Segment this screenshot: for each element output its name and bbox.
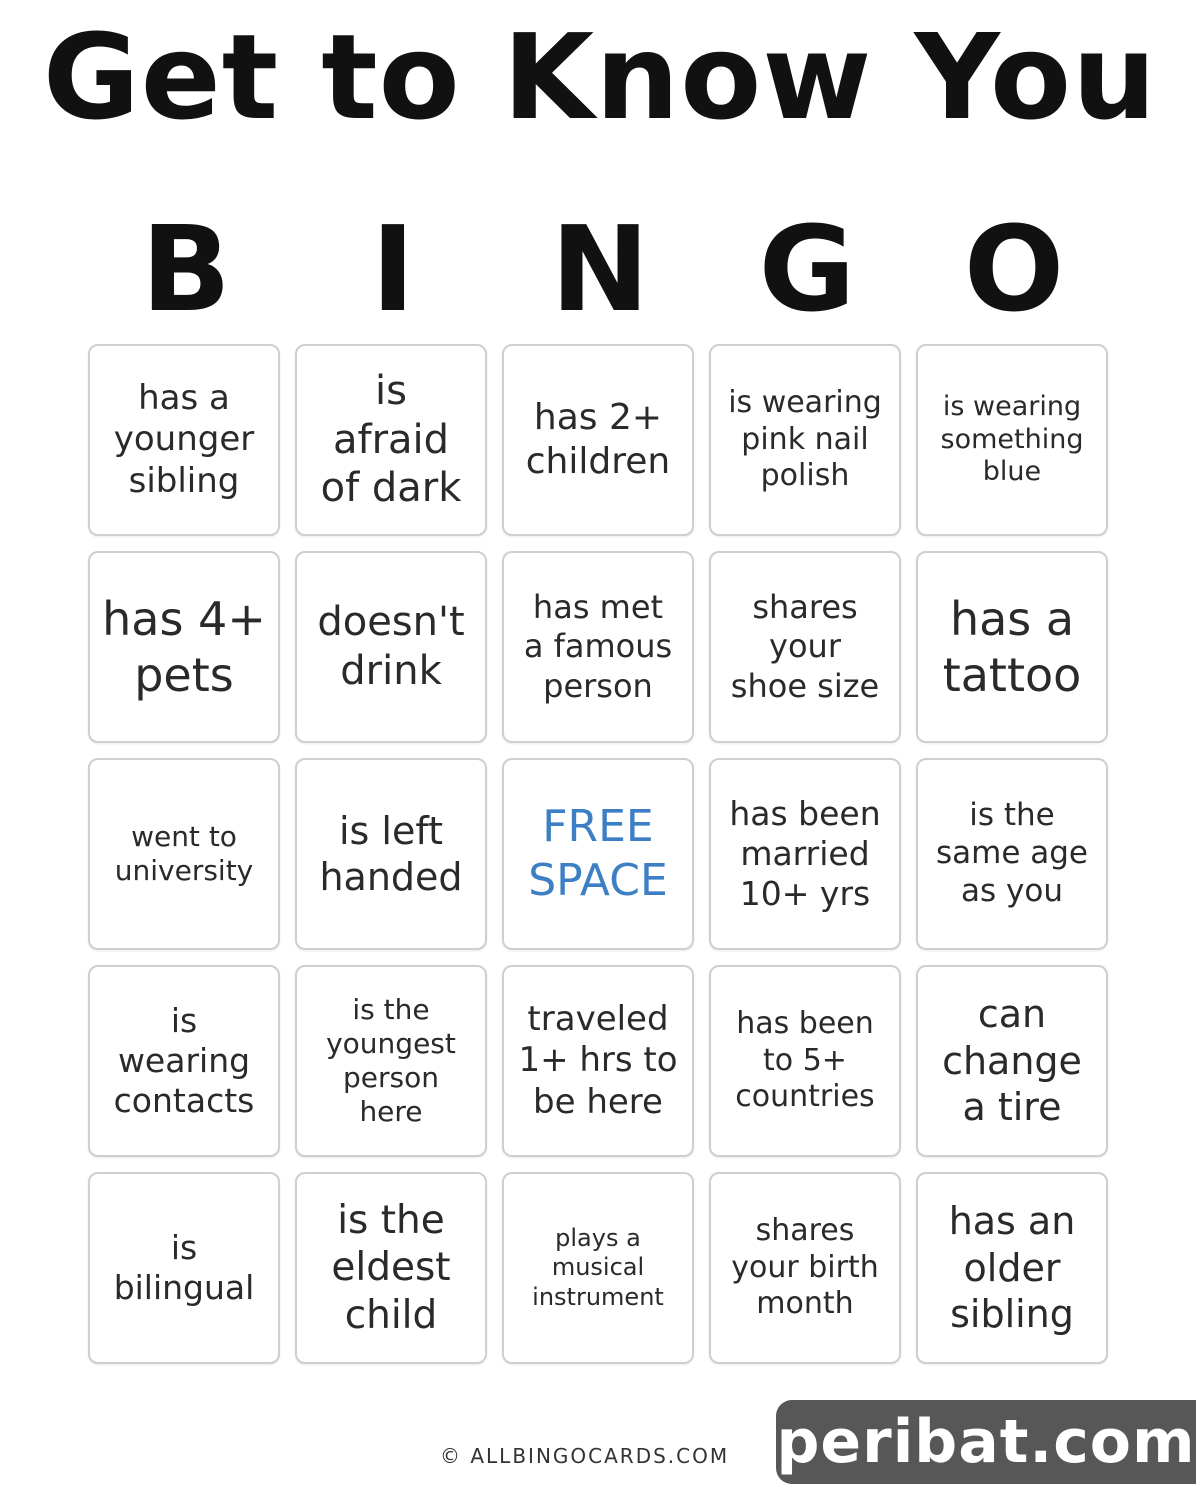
watermark [776, 1400, 1196, 1484]
bingo-cell[interactable] [295, 344, 487, 536]
cell-text: doesn't drink [317, 599, 465, 694]
cell-text: is wearing something blue [940, 390, 1084, 488]
cell-text: is bilingual [113, 1227, 255, 1307]
cell-text: can change a tire [942, 992, 1082, 1130]
cell-text: is the youngest person here [326, 992, 456, 1129]
bingo-cell[interactable] [916, 1172, 1108, 1364]
bingo-cell[interactable] [502, 551, 694, 743]
cell-text: traveled 1+ hrs to be here [518, 998, 678, 1122]
bingo-cell[interactable] [88, 551, 280, 743]
bingo-cell[interactable] [709, 1172, 901, 1364]
cell-text: is wearing contacts [113, 1000, 255, 1121]
cell-text: is left handed [319, 808, 463, 899]
bingo-cell[interactable] [88, 344, 280, 536]
cell-text: plays a musical instrument [532, 1224, 664, 1311]
cell-text: has a younger sibling [113, 377, 255, 501]
bingo-cell[interactable] [709, 344, 901, 536]
bingo-cell[interactable] [709, 965, 901, 1157]
header-letter-g: G [758, 200, 856, 338]
bingo-cell[interactable] [88, 965, 280, 1157]
bingo-cell[interactable] [709, 758, 901, 950]
cell-text: has met a famous person [523, 588, 673, 705]
bingo-cell[interactable] [916, 344, 1108, 536]
bingo-cell[interactable] [502, 344, 694, 536]
header-letter-b: B [141, 200, 231, 338]
bingo-cell[interactable] [88, 758, 280, 950]
bingo-cell[interactable] [295, 1172, 487, 1364]
header-letter-i: I [371, 200, 415, 338]
cell-text: is the same age as you [935, 797, 1089, 909]
watermark-text: peribat.com [776, 1407, 1196, 1477]
cell-text: has been to 5+ countries [735, 1006, 875, 1115]
bingo-cell[interactable] [502, 1172, 694, 1364]
bingo-cell[interactable] [916, 758, 1108, 950]
bingo-cell[interactable] [916, 551, 1108, 743]
bingo-cell[interactable] [88, 1172, 280, 1364]
cell-text: has 2+ children [525, 397, 671, 482]
bingo-cell[interactable] [295, 965, 487, 1157]
cell-text: FREE SPACE [528, 801, 668, 906]
bingo-cell[interactable] [916, 965, 1108, 1157]
bingo-cell[interactable] [295, 551, 487, 743]
cell-text: is afraid of dark [320, 367, 462, 512]
bingo-header [88, 200, 1112, 338]
cell-text: has been married 10+ yrs [729, 793, 881, 914]
bingo-cell[interactable] [709, 551, 901, 743]
free-space-cell[interactable] [502, 758, 694, 950]
cell-text: has a tattoo [942, 591, 1082, 702]
cell-text: shares your shoe size [730, 588, 880, 705]
cell-text: shares your birth month [731, 1213, 879, 1322]
header-letter-n: N [550, 200, 650, 338]
bingo-cell[interactable] [295, 758, 487, 950]
card-title: Get to Know You [42, 8, 1158, 146]
cell-text: went to university [114, 819, 254, 887]
bingo-cell[interactable] [502, 965, 694, 1157]
cell-text: has 4+ pets [102, 591, 266, 702]
cell-text: has an older sibling [948, 1199, 1076, 1337]
header-letter-o: O [963, 200, 1065, 338]
bingo-grid [88, 344, 1112, 1368]
cell-text: is wearing pink nail polish [728, 385, 882, 494]
cell-text: is the eldest child [331, 1197, 451, 1338]
footer-credit: © ALLBINGOCARDS.COM [440, 1444, 730, 1468]
